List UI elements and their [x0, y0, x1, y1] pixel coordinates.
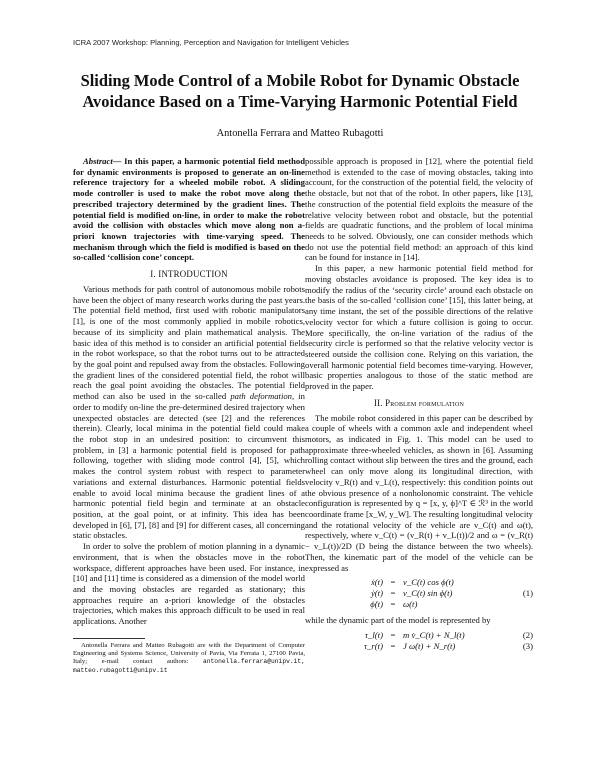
eq1-r1-lhs: ẋ(t)	[370, 577, 383, 588]
right-paragraph-1: possible approach is proposed in [12], where the potential field method is extended to the case of moving obstacles, taking into account, for the construction of the potential field, the velocity of the obstacle, but not that of the robot. In other papers, like [13], the construction of the potential field exploits the measure of the relative velocity between robot and obstacle, but the potential fields are quadratic functions, and the problem of local minima needs to be solved. Obviously, one can consider methods which do not use the potential field method: an approach of this kind can be found for instance in [14].	[305, 156, 533, 263]
equation-2-row	[305, 630, 533, 641]
section-heading-introduction: I. INTRODUCTION	[150, 269, 228, 280]
eq3-lhs: τ_r(t)	[363, 641, 383, 652]
right-column	[305, 156, 533, 657]
problem-paragraph-1: The mobile robot considered in this paper can be described by a couple of wheels with a common axle and independent wheel motors, as indicated in Fig. 1. This model can be used to approximate three-wheeled vehicles, as shown in [6]. Assuming rolling contact without slip between the tires and the ground, each wheel can only move along its longitudinal direction, with velocity v_R(t) and v_L(t), respectively: this condition points out the obvious presence of a nonholonomic constraint. The vehicle configuration is represented by q = [x, y, ϕ]^T ∈ ℛ³ in the world coordinate frame [x_W, y_W]. The resulting longitudinal velocity and the rotational velocity of the vehicle are v_C(t) and ω(t), respectively, where v_C(t) = (v_R(t) + v_L(t))/2 and ω = (v_R(t) − v_L(t))/2D (D being the distance between the two wheels). Then, the kinematic part of the model of the vehicle can be expressed as	[305, 412, 533, 573]
footnote-divider	[73, 638, 145, 639]
footnote-email-2[interactable]: matteo.rubagotti@unipv.it	[73, 666, 168, 674]
eq2-op: =	[390, 630, 396, 641]
eq1-r2-op: =	[390, 588, 396, 599]
equation-1-block	[305, 577, 533, 610]
equation-1-row-2	[305, 588, 533, 599]
eq3-rhs: J ω̇(t) + N_r(t)	[403, 641, 456, 652]
problem-paragraph-2: while the dynamic part of the model is represented by	[305, 615, 491, 626]
eq1-r2-lhs: ẏ(t)	[370, 588, 383, 599]
left-column	[73, 156, 305, 675]
abstract-text: — In this paper, a harmonic potential field method for dynamic environments is proposed to generate an on-line reference trajectory for a wheeled mobile robot. A sliding mode controller is used to make the robot move along the prescribed trajectory determined by the gradient lines. The potential field is modified on-line, in order to make the robot avoid the collision with obstacles which move along non a-priori known trajectories with time-varying speed. The mechanism through which the field is modified is based on the so-called ‘collision cone’ concept.	[73, 156, 305, 263]
paper-title	[60, 70, 540, 112]
intro-p1-emphasis: path deformation	[230, 391, 292, 402]
intro-p1-part-a: Various methods for path control of autonomous mobile robots have been the object of many research works during the past years. The potential field method, first used with robotic manipulators [1], is one of the most commonly applied in mobile robotics, because of its simplicity and plain mathematical analysis. The basic idea of this method is to consider an artificial potential field in the robot workspace, so that the robot turns out to be attracted by the goal point and repulsed away from the obstacles. Following the gradient lines of the considered potential field, the robot will reach the goal point avoiding the obstacles. The potential field method can also be used in the so-called	[73, 283, 305, 402]
equation-2-3-block	[305, 630, 533, 652]
section-heading-problem-formulation: II. Problem formulation	[373, 397, 465, 408]
equation-1-row-1	[305, 577, 533, 588]
eq3-op: =	[390, 641, 396, 652]
title-line-2: Avoidance Based on a Time-Varying Harmonic Potential Field	[82, 92, 518, 111]
equation-1-number: (1)	[522, 588, 533, 599]
eq1-r3-op: =	[390, 599, 396, 610]
abstract-label: Abstract	[83, 156, 113, 166]
eq2-rhs: m v̇_C(t) + N_l(t)	[403, 630, 465, 641]
right-paragraph-2: In this paper, a new harmonic potential field method for moving obstacles avoidance is proposed. The key idea is to modify the radius of the ‘security circle’ around each obstacle on the basis of the so-called ‘collision cone’ [15], this latter being, at any time instant, the set of the possible directions of the relative velocity vector for which a future collision is going to occur. More specifically, the on-line variation of the radius of the security circle is performed so that the relative velocity vector is steered outside the collision cone. Relying on this variation, the overall harmonic potential field becomes time-varying. However, basic properties analogous to those of the static method are proved in the paper.	[305, 263, 533, 392]
author-list: Antonella Ferrara and Matteo Rubagotti	[216, 128, 384, 139]
author-footnote	[73, 642, 305, 675]
equation-3-row	[305, 641, 533, 652]
footnote-text: Antonella Ferrara and Matteo Rubagotti are with the Department of Computer Engineering and Systems Science, University of Pavia, Via Ferrata 1, 27100 Pavia, Italy; e-mail contact authors:	[73, 641, 305, 666]
footnote-email-1[interactable]: antonella.ferrara@unipv.it,	[202, 658, 305, 666]
eq1-r1-op: =	[390, 577, 396, 588]
eq1-r1-rhs: v_C(t) cos ϕ(t)	[403, 577, 454, 588]
intro-paragraph-2: In order to solve the problem of motion planning in a dynamic environment, that is when the obstacles move in the robot workspace, different approaches have been used. For instance, in [10] and [11] time is considered as a dimension of the model world and the moving obstacles are regarded as stationary; this approaches require an a-priori knowledge of the obstacles trajectories, which makes this approach difficult to be used in real applications. Another	[73, 541, 305, 627]
title-line-1: Sliding Mode Control of a Mobile Robot for Dynamic Obstacle	[80, 71, 520, 90]
equation-3-number: (3)	[522, 641, 533, 652]
intro-paragraph-1	[73, 284, 305, 541]
workshop-header: ICRA 2007 Workshop: Planning, Perception and Navigation for Intelligent Vehicles	[73, 38, 349, 47]
eq1-r2-rhs: v_C(t) sin ϕ(t)	[403, 588, 453, 599]
eq1-r3-rhs: ω(t)	[403, 599, 418, 610]
abstract	[73, 156, 305, 263]
eq1-r3-lhs: ϕ̇(t)	[370, 599, 383, 610]
equation-2-number: (2)	[522, 630, 533, 641]
eq2-lhs: τ_l(t)	[364, 630, 383, 641]
equation-1-row-3	[305, 599, 533, 610]
intro-p1-part-b: , in order to modify on-line the pre-determined desired trajectory when unexpected obstacles are detected (see [2] and the references therein). Clearly, local minima in the potential field could make the robot stop in an undesired position: to circumvent this problem, in [3] a harmonic potential field is proposed for path following, together with sliding mode control [4], [5], which makes the control system robust with respect to parameter variations and external disturbances. Harmonic potential fields enable to avoid local minima because the gradient lines of a harmonic potential field begin and terminate at an obstacle position, at the goal point, or at infinity. This idea has been developed in [6], [7], [8] and [9] for different cases, all concerning static obstacles.	[73, 391, 305, 541]
